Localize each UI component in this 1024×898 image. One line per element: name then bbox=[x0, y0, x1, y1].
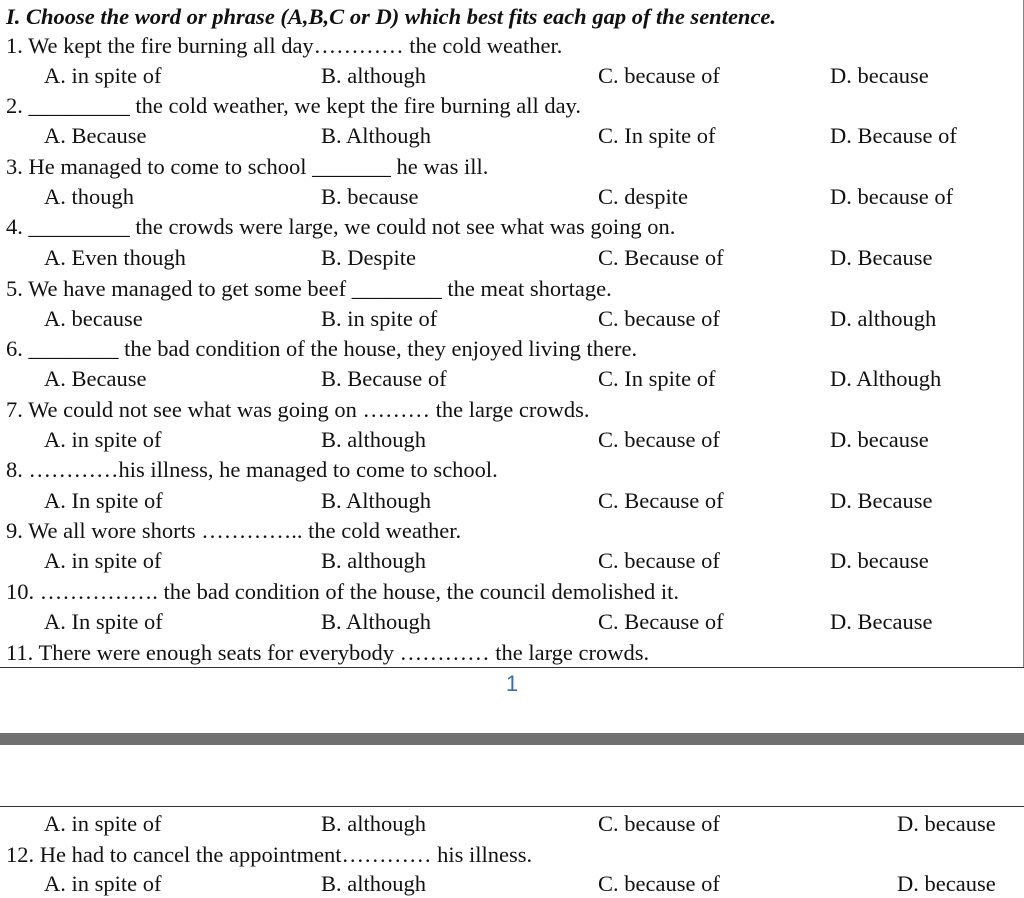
options-row-7 bbox=[0, 425, 1023, 455]
option-d: D. because bbox=[830, 427, 929, 452]
options-row-1 bbox=[0, 61, 1023, 91]
option-b: B. Because of bbox=[321, 366, 447, 391]
option-a: A. though bbox=[44, 184, 134, 209]
options-row-5 bbox=[0, 304, 1023, 334]
option-c: C. because of bbox=[598, 63, 720, 88]
option-d: D. because of bbox=[830, 184, 954, 209]
option-b: B. although bbox=[321, 548, 426, 573]
option-d: D. Because bbox=[830, 609, 933, 634]
option-b: B. although bbox=[321, 63, 426, 88]
options-row-4 bbox=[0, 243, 1023, 273]
option-b: B. although bbox=[321, 427, 426, 452]
option-d: D. because bbox=[830, 63, 929, 88]
option-b: B. because bbox=[321, 184, 419, 209]
option-a: A. in spite of bbox=[44, 427, 162, 452]
question-9: 9. We all wore shorts ………….. the cold weather. bbox=[6, 518, 462, 543]
options-row-6 bbox=[0, 364, 1023, 394]
option-a: A. Because bbox=[44, 366, 147, 391]
option-a: A. Because bbox=[44, 123, 147, 148]
option-a: A. in spite of bbox=[44, 63, 162, 88]
option-c: C. Because of bbox=[598, 609, 724, 634]
option-c: C. because of bbox=[598, 306, 720, 331]
question-2: 2. _________ the cold weather, we kept the fire burning all day. bbox=[6, 93, 581, 118]
option-c: C. In spite of bbox=[598, 123, 716, 148]
question-4: 4. _________ the crowds were large, we could not see what was going on. bbox=[6, 214, 676, 239]
option-d: D. Because of bbox=[830, 123, 957, 148]
options-row-3 bbox=[0, 182, 1023, 212]
question-6: 6. ________ the bad condition of the house, they enjoyed living there. bbox=[6, 336, 638, 361]
question-7: 7. We could not see what was going on ……… the large crowds. bbox=[6, 397, 590, 422]
option-d: D. Because bbox=[830, 245, 933, 270]
question-10: 10. ……………. the bad condition of the house, the council demolished it. bbox=[6, 579, 680, 604]
page-bottom-border bbox=[0, 667, 1024, 668]
question-8: 8. …………his illness, he managed to come to school. bbox=[6, 457, 498, 482]
option-b: B. although bbox=[321, 811, 426, 836]
option-a: A. in spite of bbox=[44, 871, 162, 896]
question-11: 11. There were enough seats for everybody ………… the large crowds. bbox=[6, 640, 650, 665]
option-c: C. because of bbox=[598, 427, 720, 452]
options-row-8 bbox=[0, 486, 1023, 516]
option-a: A. because bbox=[44, 306, 143, 331]
option-b: B. in spite of bbox=[321, 306, 438, 331]
options-row-11 bbox=[0, 809, 1024, 839]
option-c: C. because of bbox=[598, 871, 720, 896]
option-d: D. because bbox=[897, 811, 996, 836]
option-b: B. Despite bbox=[321, 245, 416, 270]
option-b: B. although bbox=[321, 871, 426, 896]
document-page-2 bbox=[0, 807, 1024, 898]
option-b: B. Although bbox=[321, 488, 432, 513]
question-1: 1. We kept the fire burning all day………… the cold weather. bbox=[6, 33, 563, 58]
option-d: D. Because bbox=[830, 488, 933, 513]
option-d: D. Although bbox=[830, 366, 942, 391]
option-c: C. because of bbox=[598, 548, 720, 573]
options-row-9 bbox=[0, 546, 1023, 576]
question-5: 5. We have managed to get some beef ________ the meat shortage. bbox=[6, 276, 612, 301]
option-c: C. because of bbox=[598, 811, 720, 836]
question-12: 12. He had to cancel the appointment………… his illness. bbox=[6, 842, 533, 867]
option-a: A. in spite of bbox=[44, 548, 162, 573]
page-number: 1 bbox=[505, 671, 519, 696]
option-a: A. Even though bbox=[44, 245, 186, 270]
option-d: D. because bbox=[830, 548, 929, 573]
option-a: A. In spite of bbox=[44, 609, 163, 634]
option-c: C. In spite of bbox=[598, 366, 716, 391]
option-d: D. although bbox=[830, 306, 937, 331]
option-c: C. Because of bbox=[598, 245, 724, 270]
page-break-separator bbox=[0, 733, 1024, 745]
section-heading: I. Choose the word or phrase (A,B,C or D) which best fits each gap of the sentence. bbox=[6, 4, 777, 29]
question-3: 3. He managed to come to school _______ he was ill. bbox=[6, 154, 489, 179]
option-b: B. Although bbox=[321, 609, 432, 634]
options-row-2 bbox=[0, 121, 1023, 151]
option-c: C. despite bbox=[598, 184, 688, 209]
option-b: B. Although bbox=[321, 123, 432, 148]
options-row-12 bbox=[0, 869, 1024, 898]
option-d: D. because bbox=[897, 871, 996, 896]
option-a: A. in spite of bbox=[44, 811, 162, 836]
option-a: A. In spite of bbox=[44, 488, 163, 513]
option-c: C. Because of bbox=[598, 488, 724, 513]
options-row-10 bbox=[0, 607, 1023, 637]
